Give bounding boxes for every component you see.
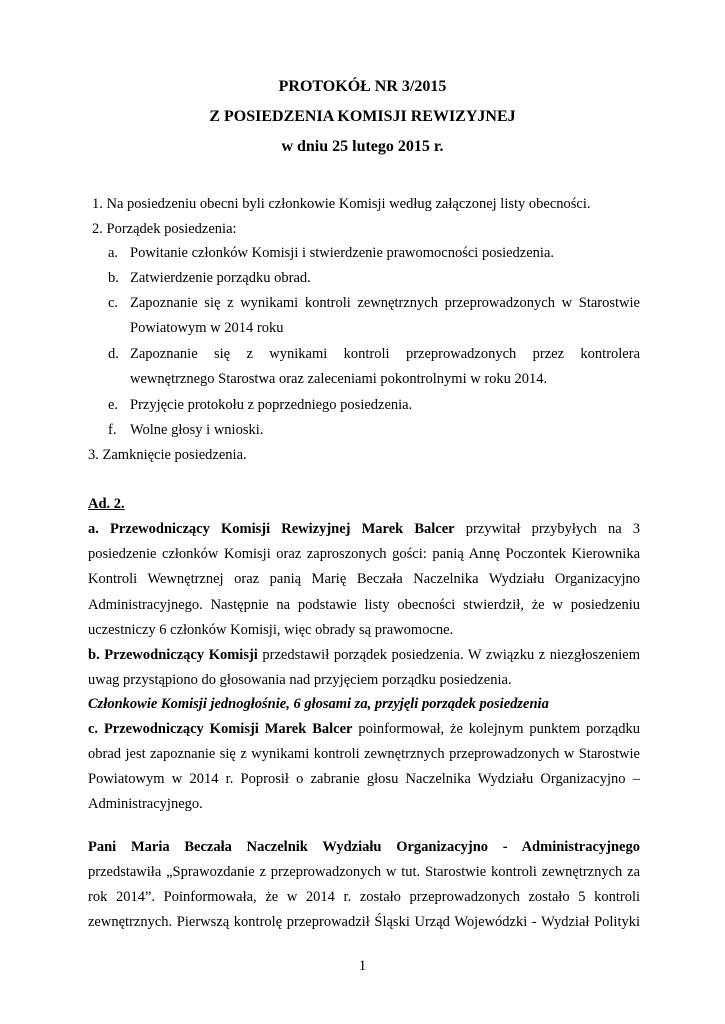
ad2-a-intro: przywitał przybyłych na 3 xyxy=(465,521,641,537)
page-number: 1 xyxy=(358,958,367,974)
subitem-f-text: Wolne głosy i wnioski. xyxy=(130,422,264,438)
subitem-e-text: Przyjęcie protokołu z poprzedniego posiedzenia. xyxy=(130,397,413,413)
agenda-item-1: 1. Na posiedzeniu obecni byli członkowie Komisji według załączonej listy obecności. xyxy=(92,196,591,212)
subitem-d-text-1: Zapoznanie się z wynikami kontroli przeprowadzonych przez kontrolera xyxy=(130,346,640,362)
subitem-e-marker: e. xyxy=(108,397,119,413)
subitem-f-marker: f. xyxy=(108,422,117,438)
vote-result: Członkowie Komisji jednogłośnie, 6 głosami za, przyjęli porządek posiedzenia xyxy=(88,696,549,712)
maria-line-3: zewnętrznych. Pierwszą kontrolę przeprowadził Śląski Urząd Wojewódzki - Wydział Polityki xyxy=(88,914,640,930)
ad2-a-line-5: uczestniczy 6 członków Komisji, więc obrady są prawomocne. xyxy=(88,622,454,638)
subitem-a-marker: a. xyxy=(108,245,119,261)
ad2-a-line-4: Administracyjnego. Następnie na podstawie listy obecności stwierdził, że w posiedzeniu xyxy=(88,597,640,613)
subitem-c-marker: c. xyxy=(108,295,119,311)
ad2-a-line-1 xyxy=(88,521,640,538)
subitem-c-text-1: Zapoznanie się z wynikami kontroli zewnętrznych przeprowadzonych w Starostwie xyxy=(130,295,640,311)
protocol-title: PROTOKÓŁ NR 3/2015 xyxy=(278,78,447,95)
maria-line-1: przedstawiła „Sprawozdanie z przeprowadzonych w tut. Starostwie kontroli zewnętrznych za xyxy=(88,864,640,880)
subitem-d-text-2: wewnętrznego Starostwa oraz zaleceniami pokontrolnymi w roku 2014. xyxy=(130,371,548,387)
subitem-b-text: Zatwierdzenie porządku obrad. xyxy=(130,270,311,286)
agenda-item-2: 2. Porządek posiedzenia: xyxy=(92,221,237,237)
protocol-date: w dniu 25 lutego 2015 r. xyxy=(281,138,444,155)
ad2-b-speaker: b. Przewodniczący Komisji xyxy=(88,647,258,663)
section-heading-ad2: Ad. 2. xyxy=(88,496,125,512)
subitem-a-text: Powitanie członków Komisji i stwierdzenie prawomocności posiedzenia. xyxy=(130,245,555,261)
ad2-c-line-3: Powiatowym w 2014 r. Poprosił o zabranie głosu Naczelnika Wydziału Organizacyjno – xyxy=(88,771,640,787)
subitem-b-marker: b. xyxy=(108,270,119,286)
ad2-b-intro: przedstawił porządek posiedzenia. W związku z niezgłoszeniem xyxy=(262,647,640,663)
ad2-c-line-4: Administracyjnego. xyxy=(88,796,203,812)
maria-heading: Pani Maria Beczała Naczelnik Wydziału Organizacyjno - Administracyjnego xyxy=(88,839,640,855)
ad2-b-line-2: uwag przystąpiono do głosowania nad przyjęciem porządku posiedzenia. xyxy=(88,672,512,688)
ad2-c-line-1 xyxy=(88,721,640,738)
ad2-c-intro: poinformował, że kolejnym punktem porządku xyxy=(358,721,640,737)
agenda-item-3: 3. Zamknięcie posiedzenia. xyxy=(88,447,247,463)
subitem-c-text-2: Powiatowym w 2014 roku xyxy=(130,320,284,336)
ad2-a-speaker: a. Przewodniczący Komisji Rewizyjnej Marek Balcer xyxy=(88,521,455,537)
ad2-a-line-2: posiedzenie członków Komisji oraz zaproszonych gości: panią Annę Poczontek Kierownika xyxy=(88,546,640,562)
ad2-b-line-1 xyxy=(88,647,640,664)
ad2-c-line-2: obrad jest zapoznanie się z wynikami kontroli zewnętrznych przeprowadzonych w Starostwie xyxy=(88,746,640,762)
subitem-d-marker: d. xyxy=(108,346,119,362)
ad2-c-speaker: c. Przewodniczący Komisji Marek Balcer xyxy=(88,721,353,737)
maria-line-2: rok 2014”. Poinformowała, że w 2014 r. zostało przeprowadzonych zostało 5 kontroli xyxy=(88,889,640,905)
protocol-subtitle: Z POSIEDZENIA KOMISJI REWIZYJNEJ xyxy=(209,108,516,125)
ad2-a-line-3: Kontroli Wewnętrznej oraz panią Marię Beczała Naczelnika Wydziału Organizacyjno xyxy=(88,571,640,587)
